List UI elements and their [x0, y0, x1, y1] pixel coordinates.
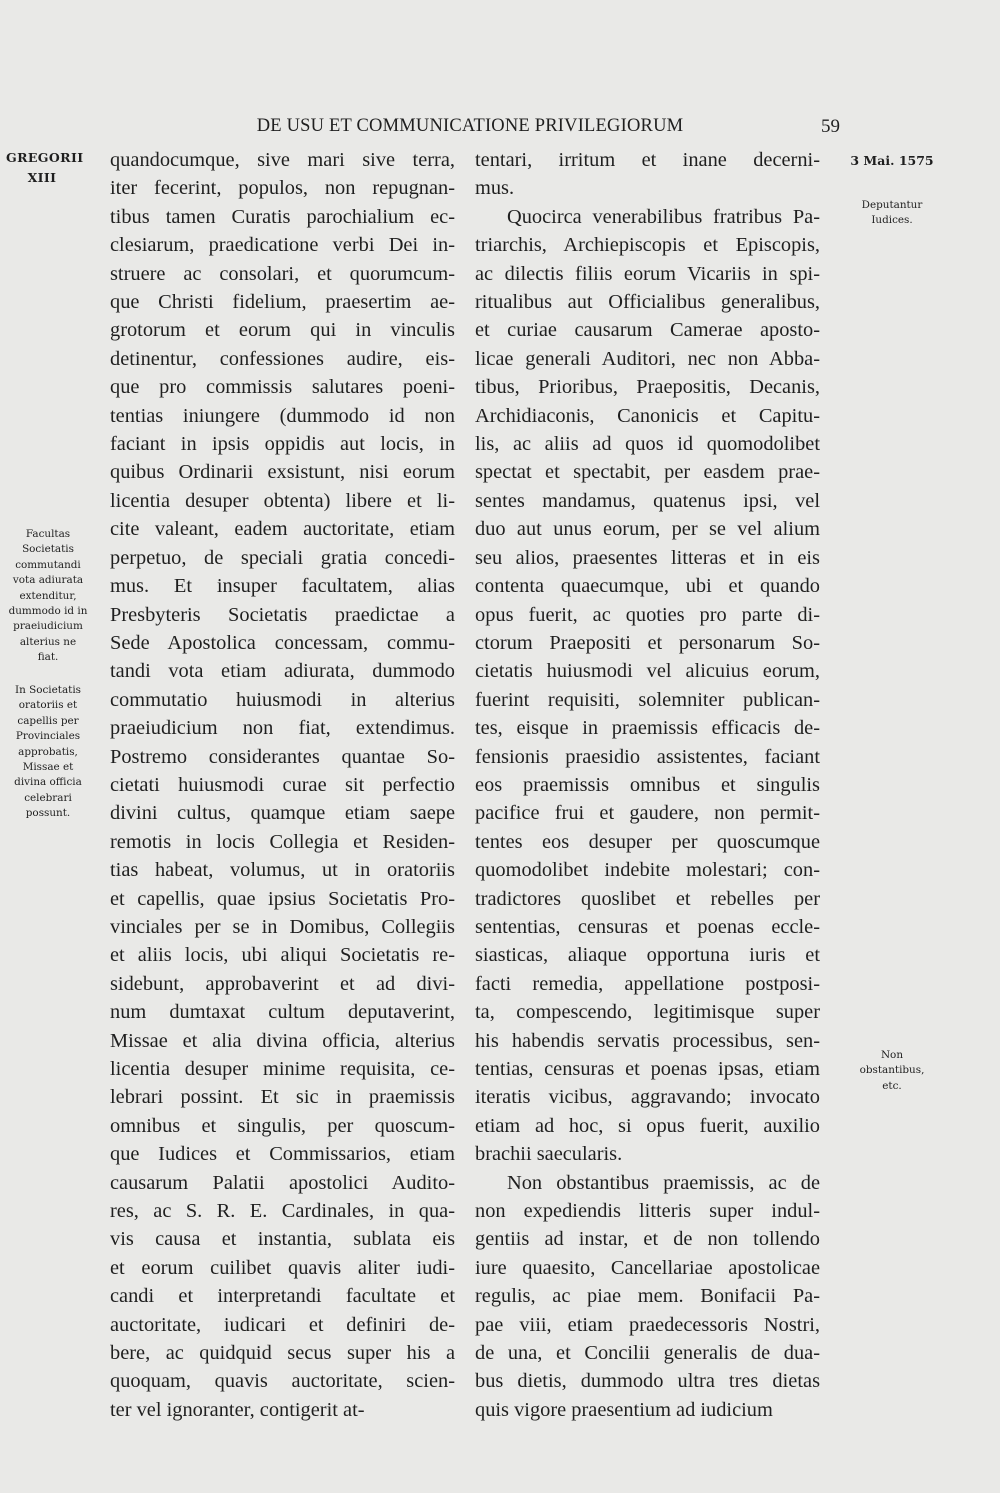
text-line: candi et interpretandi facultate et [110, 1285, 455, 1308]
margin-note-line: possunt. [25, 807, 71, 820]
text-line: tibus tamen Curatis parochialium ec- [110, 205, 455, 228]
text-line: sententias, censuras et poenas eccle- [475, 915, 820, 938]
text-line: praeiudicium non fiat, extendimus. [110, 717, 455, 740]
text-line: tentes eos desuper per quoscumque [475, 830, 820, 853]
text-line: etiam ad hoc, si opus fuerit, auxilio [475, 1114, 820, 1137]
margin-note-deputantur [844, 198, 940, 229]
text-line: his habendis servatis processibus, sen- [475, 1029, 820, 1052]
text-line: bere, ac quidquid secus super his a [110, 1342, 455, 1365]
text-line: Non obstantibus praemissis, ac de [507, 1171, 820, 1194]
text-line: vis causa et instantia, sublata eis [110, 1228, 455, 1251]
margin-note-line: Facultas [25, 528, 71, 540]
margin-note-line: Iudices. [871, 214, 913, 227]
text-line: omnibus et singulis, per quoscum- [110, 1114, 455, 1137]
text-line: seu alios, praesentes litteras et in eis [475, 546, 820, 569]
margin-note-line: approbatis, [18, 745, 78, 758]
text-line: divini cultus, quamque etiam saepe [110, 802, 455, 825]
text-line: facti remedia, appellatione postposi- [475, 972, 820, 995]
text-line: commutatio huiusmodi in alterius [110, 688, 455, 711]
text-line: lis, ac aliis ad quos id quomodolibet [475, 433, 820, 456]
text-line: quandocumque, sive mari sive terra, [110, 149, 455, 171]
text-line: sentes mandamus, quatenus ipsi, vel [475, 489, 820, 512]
text-line: pacifice frui et gaudere, non permit- [475, 802, 820, 825]
margin-note-line: Non [880, 1049, 904, 1061]
text-line: regulis, ac piae mem. Bonifacii Pa- [475, 1285, 820, 1308]
text-line: Missae et alia divina officia, alterius [110, 1029, 455, 1052]
text-line: pae viii, etiam praedecessoris Nostri, [475, 1313, 820, 1336]
text-line: grotorum et eorum qui in vinculis [110, 319, 455, 342]
margin-note-line: In Societatis [15, 684, 81, 696]
margin-note-line: capellis per [17, 714, 79, 727]
margin-note-line: vota adiurata [12, 574, 84, 587]
text-line: detinentur, confessiones audire, eis- [110, 347, 455, 370]
text-line: duo aut unus eorum, per se vel alium [475, 518, 820, 541]
margin-note-line: Deputantur [861, 199, 923, 211]
text-line: Presbyteris Societatis praedictae a [110, 603, 455, 626]
margin-note-line: commutandi [15, 558, 81, 571]
text-line: brachii saecularis. [475, 1143, 623, 1166]
text-line: Postremo considerantes quantae So- [110, 745, 455, 768]
text-line: remotis in locis Collegia et Residen- [110, 830, 455, 853]
text-line: perpetuo, de speciali gratia concedi- [110, 546, 455, 569]
text-line: quomodolibet indebite molestari; con- [475, 859, 820, 882]
running-head-left [6, 148, 84, 188]
margin-note-line: divina officia [14, 776, 82, 789]
text-line: struere ac consolari, et quorumcum- [110, 262, 455, 285]
margin-note-line: etc. [882, 1079, 902, 1092]
text-line: iteratis vicibus, aggravando; invocato [475, 1086, 820, 1109]
text-line: ctorum Praepositi et personarum So- [475, 631, 820, 654]
text-line: licae generali Auditori, nec non Abba- [475, 347, 820, 370]
text-line: licentia desuper obtenta) libere et li- [110, 489, 455, 512]
margin-note-line: celebrari [24, 791, 72, 804]
margin-note-line: praeiudicium [13, 620, 83, 633]
text-line: lebrari possint. Et sic in praemissis [110, 1086, 455, 1109]
text-line: licentia desuper minime requisita, ce- [110, 1058, 455, 1080]
text-line: et aliis locis, ubi aliqui Societatis re- [110, 944, 455, 967]
text-line: tes, eisque in praemissis efficacis de- [475, 717, 820, 740]
margin-note-oratoriis [4, 683, 92, 822]
text-line: tradictores quoslibet et rebelles per [475, 887, 820, 910]
text-line: et capellis, quae ipsius Societatis Pro- [110, 887, 455, 910]
text-line: mus. Et insuper facultatem, alias [110, 575, 455, 598]
text-line: iure quaesito, Cancellariae apostolicae [475, 1256, 820, 1279]
text-line: triarchis, Archiepiscopis et Episcopis, [475, 234, 820, 257]
text-line: Archidiaconis, Canonicis et Capitu- [475, 404, 820, 427]
margin-note-facultas [4, 527, 92, 666]
margin-note-line: oratoriis et [18, 699, 78, 712]
text-line: tentias, censuras et poenas ipsas, etiam [475, 1058, 820, 1080]
text-line: cietatis huiusmodi vel alicuius eorum, [475, 660, 820, 683]
text-line: clesiarum, praedicatione verbi Dei in- [110, 234, 455, 257]
text-line: bus dietis, dummodo ultra tres dietas [475, 1370, 820, 1393]
text-line: ac dilectis filiis eorum Vicariis in spi- [475, 262, 820, 285]
margin-note-line: alterius ne [19, 635, 77, 648]
text-line: tibus, Prioribus, Praepositis, Decanis, [475, 376, 820, 399]
text-line: causarum Palatii apostolici Audito- [110, 1171, 455, 1194]
margin-note-line: Societatis [22, 543, 74, 556]
text-line: tandi vota etiam adiurata, dummodo [110, 660, 455, 683]
text-line: quibus Ordinarii exsistunt, nisi eorum [110, 461, 455, 484]
text-line: auctoritate, iudicari et definiri de- [110, 1313, 455, 1336]
text-line: cietati huiusmodi curae sit perfectio [110, 773, 455, 796]
margin-note-line: extenditur, [19, 589, 77, 602]
text-line: que pro commissis salutares poeni- [110, 376, 455, 399]
text-line: iter fecerint, populos, non repugnan- [110, 177, 455, 200]
text-line: tias habeat, volumus, ut in oratoriis [110, 859, 455, 882]
text-line: gentiis ad instar, et de non tollendo [475, 1228, 820, 1251]
text-line: et eorum cuilibet quavis aliter iudi- [110, 1256, 455, 1279]
running-head-left-line: XIII [27, 170, 57, 185]
running-title: DE USU ET COMMUNICATIONE PRIVILEGIORUM [256, 116, 684, 136]
text-line: siasticas, aliaque opportuna iuris et [475, 944, 820, 967]
text-line: num dumtaxat cultum deputaverint, [110, 1001, 455, 1024]
margin-note-non-obstantibus [846, 1048, 938, 1094]
text-line: ta, compescendo, legitimisque super [475, 1001, 820, 1024]
running-head-left-line: GREGORII [6, 150, 84, 165]
text-line: non expediendis litteris super indul- [475, 1200, 820, 1223]
margin-note-line: Provinciales [15, 730, 81, 743]
text-line: opus fuerit, ac quoties pro parte di- [475, 603, 820, 626]
text-line: contenta quaecumque, ubi et quando [475, 575, 820, 598]
text-line: quoquam, quavis auctoritate, scien- [110, 1370, 455, 1393]
text-line: que Iudices et Commissarios, etiam [110, 1143, 455, 1166]
text-line: ter vel ignoranter, contigerit at- [110, 1398, 365, 1421]
text-line: mus. [475, 177, 515, 200]
text-line: que Christi fidelium, praesertim ae- [110, 291, 455, 314]
text-line: sidebunt, approbaverint et ad divi- [110, 972, 455, 995]
running-head-date: 3 Mai. 1575 [850, 153, 934, 168]
text-line: tentari, irritum et inane decerni- [475, 149, 820, 171]
text-line: vinciales per se in Domibus, Collegiis [110, 915, 455, 938]
text-line: fensionis praesidio assistentes, faciant [475, 745, 820, 768]
right-text-column [475, 146, 820, 1424]
left-text-column [110, 146, 455, 1424]
text-line: Sede Apostolica concessam, commu- [110, 631, 455, 654]
text-line: res, ac S. R. E. Cardinales, in qua- [110, 1200, 455, 1223]
text-line: quis vigore praesentium ad iudicium [475, 1398, 773, 1421]
margin-note-line: fiat. [37, 651, 59, 664]
text-line: tentias iniungere (dummodo id non [110, 404, 455, 427]
page-number: 59 [821, 116, 840, 137]
margin-note-line: dummodo id in [8, 605, 88, 618]
text-line: fuerint requisiti, solemniter publican- [475, 688, 820, 711]
text-line: spectat et spectabit, per easdem prae- [475, 461, 820, 484]
text-line: Quocirca venerabilibus fratribus Pa- [507, 205, 820, 228]
text-line: ritualibus aut Officialibus generalibus, [475, 291, 820, 314]
text-line: et curiae causarum Camerae aposto- [475, 319, 820, 342]
text-line: de una, et Concilii generalis de dua- [475, 1342, 820, 1365]
text-line: cite valeant, eadem auctoritate, etiam [110, 518, 455, 541]
margin-note-line: obstantibus, [859, 1064, 925, 1077]
margin-note-line: Missae et [22, 761, 74, 774]
text-line: eos praemissis omnibus et singulis [475, 773, 820, 796]
text-line: faciant in ipsis oppidis aut locis, in [110, 433, 455, 456]
